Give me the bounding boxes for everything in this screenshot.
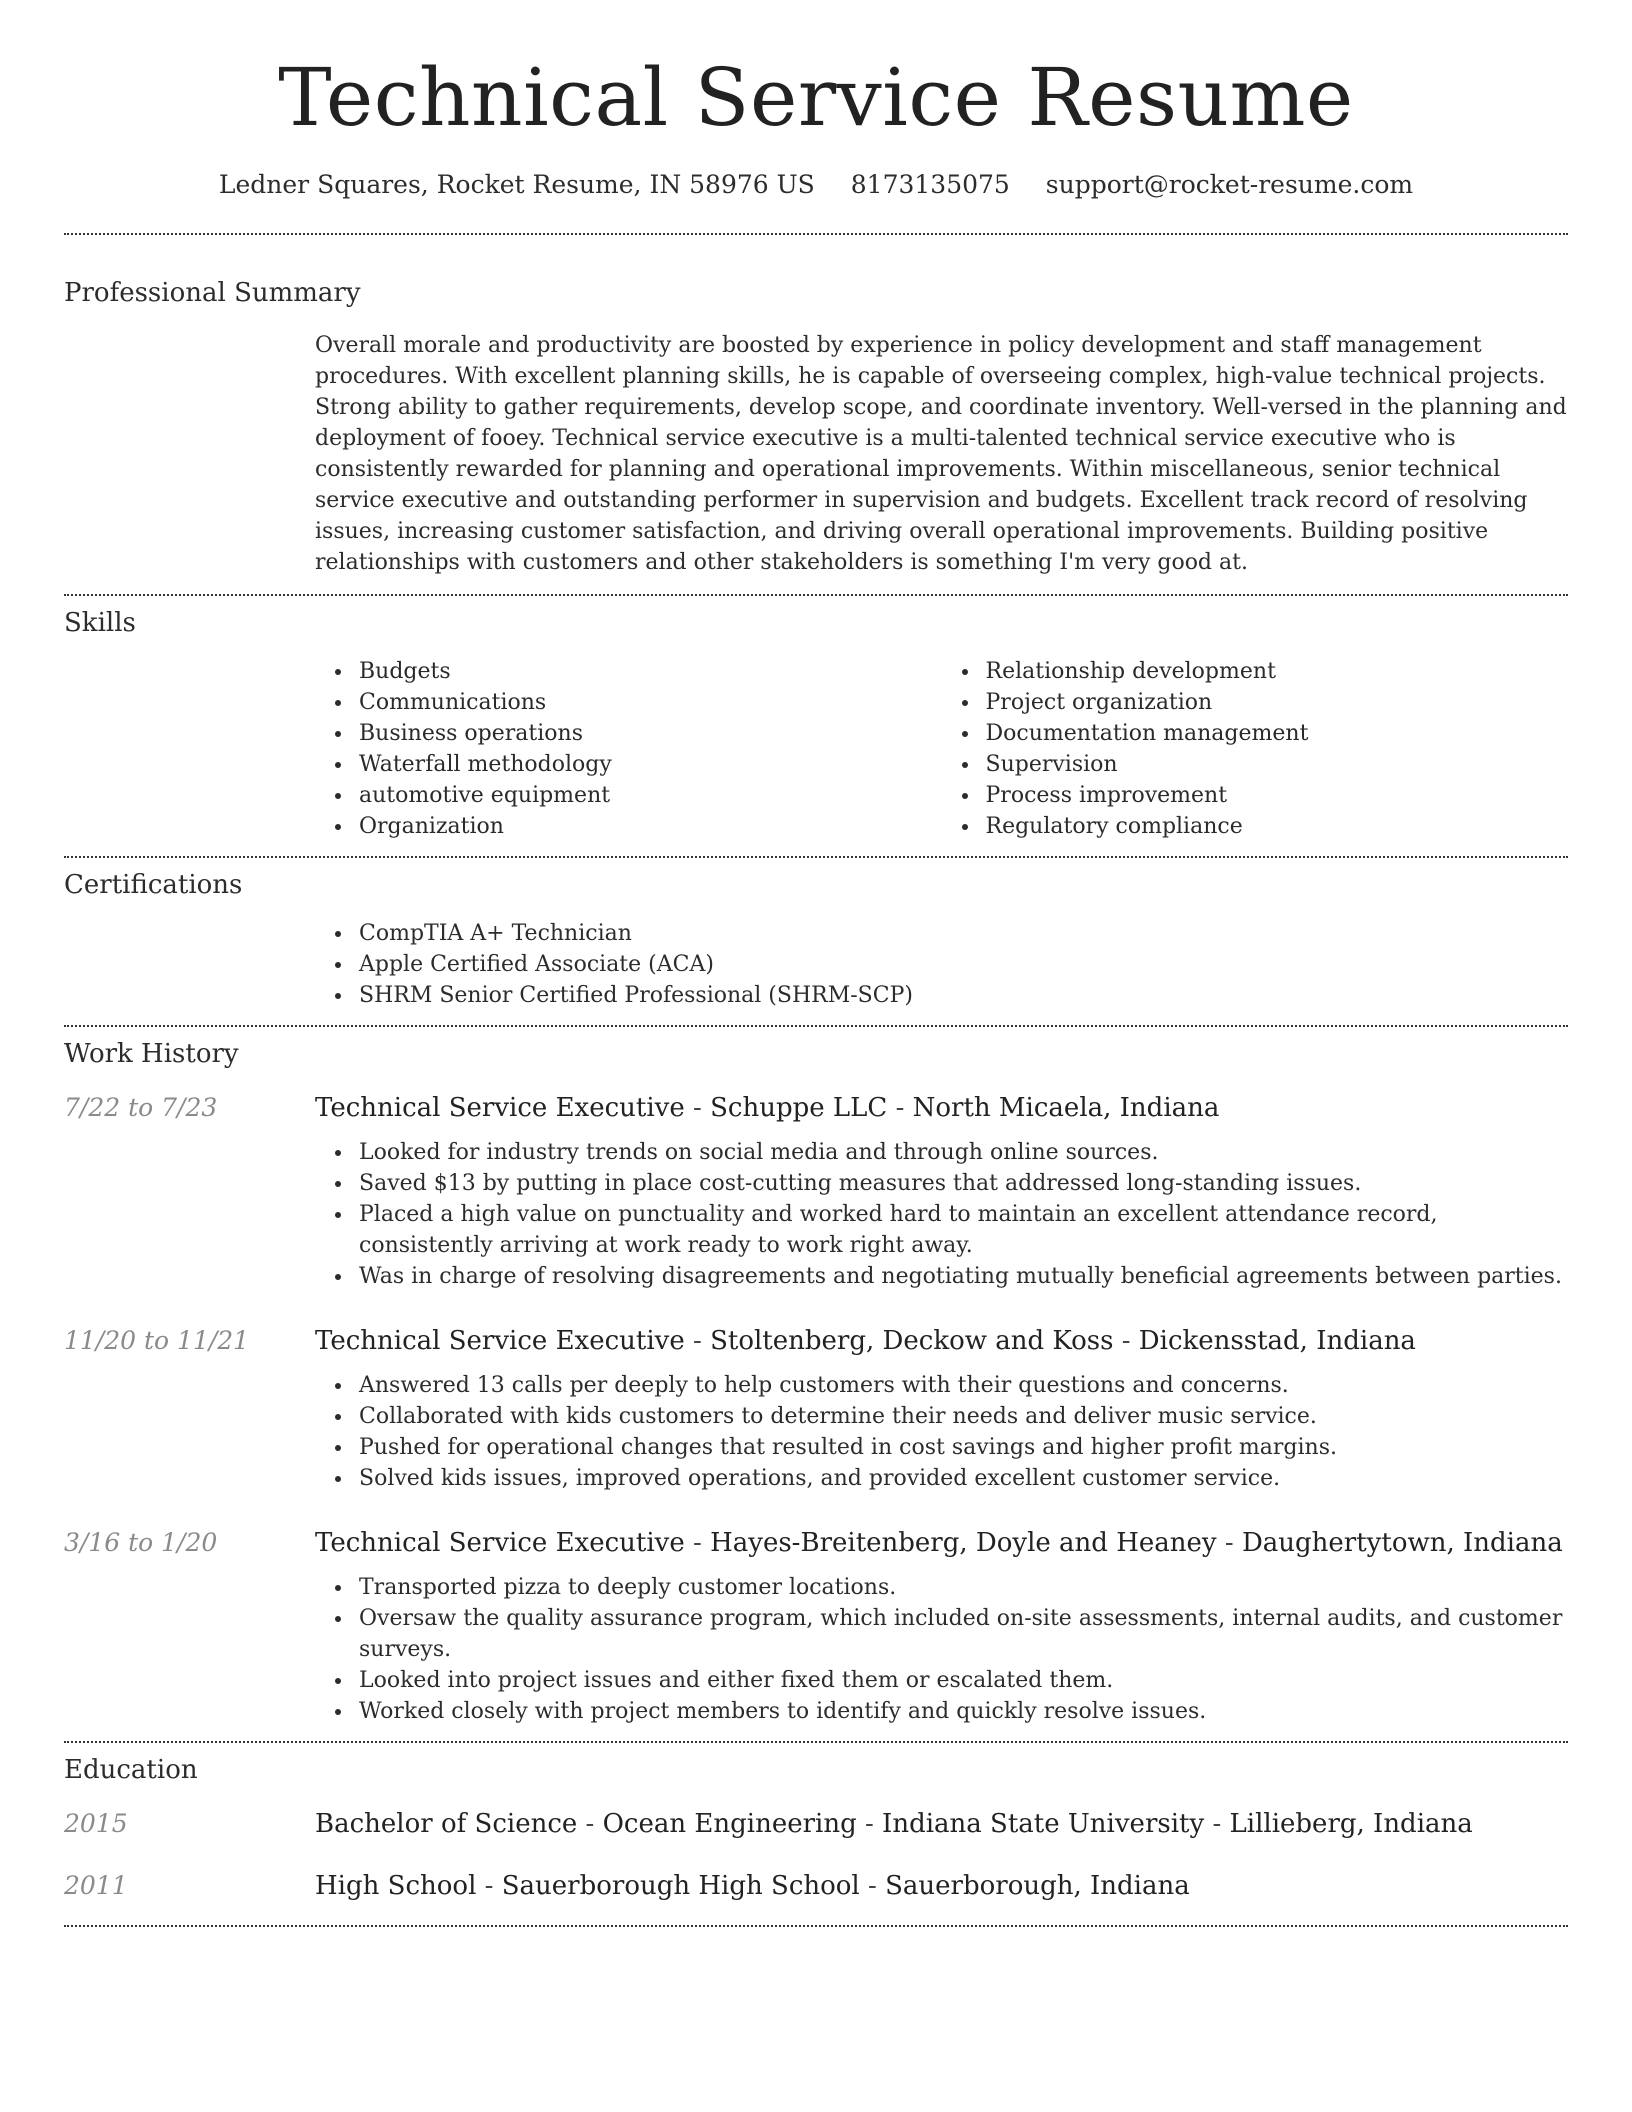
job-entry bbox=[64, 1093, 1568, 1292]
contact-line bbox=[64, 170, 1568, 199]
job-bullet: Oversaw the quality assurance program, which included on-site assessments, internal audits, and customer surveys. bbox=[359, 1603, 1568, 1665]
job-bullet: Looked for industry trends on social media and through online sources. bbox=[359, 1137, 1568, 1168]
skill-item: Relationship development bbox=[986, 656, 1569, 687]
skill-item: Regulatory compliance bbox=[986, 811, 1569, 842]
job-title: Technical Service Executive - Schuppe LLC - North Micaela, Indiana bbox=[315, 1093, 1220, 1123]
contact-email: support@rocket-resume.com bbox=[1045, 170, 1414, 199]
skill-item: Business operations bbox=[359, 718, 942, 749]
divider bbox=[64, 594, 1568, 596]
job-bullet: Collaborated with kids customers to determine their needs and deliver music service. bbox=[359, 1401, 1568, 1432]
skill-item: Waterfall methodology bbox=[359, 749, 942, 780]
job-bullet: Pushed for operational changes that resulted in cost savings and higher profit margins. bbox=[359, 1432, 1568, 1463]
certifications-list bbox=[315, 918, 1568, 1011]
job-bullets bbox=[315, 1137, 1568, 1292]
education-title: Bachelor of Science - Ocean Engineering - Indiana State University - Lillieberg, Indiana bbox=[315, 1809, 1473, 1839]
job-entry bbox=[64, 1326, 1568, 1494]
resume-title: Technical Service Resume bbox=[278, 51, 1354, 144]
work-history-heading: Work History bbox=[64, 1039, 239, 1069]
job-bullet: Transported pizza to deeply customer locations. bbox=[359, 1572, 1568, 1603]
job-bullet: Answered 13 calls per deeply to help customers with their questions and concerns. bbox=[359, 1370, 1568, 1401]
job-bullet: Looked into project issues and either fixed them or escalated them. bbox=[359, 1665, 1568, 1696]
education-field: Ocean Engineering bbox=[602, 1809, 857, 1839]
education-entry bbox=[64, 1809, 1568, 1839]
skill-item: Documentation management bbox=[986, 718, 1569, 749]
skills-list bbox=[315, 656, 1568, 842]
job-location: Dickensstad, Indiana bbox=[1138, 1326, 1416, 1356]
skill-item: Process improvement bbox=[986, 780, 1569, 811]
certification-item: Apple Certified Associate (ACA) bbox=[359, 949, 1568, 980]
job-entry bbox=[64, 1528, 1568, 1727]
job-bullet: Saved $13 by putting in place cost-cutting measures that addressed long-standing issues. bbox=[359, 1168, 1568, 1199]
skill-item: Communications bbox=[359, 687, 942, 718]
job-location: North Micaela, Indiana bbox=[912, 1093, 1220, 1123]
education-school: Sauerborough High School bbox=[501, 1871, 860, 1901]
job-bullet: Solved kids issues, improved operations, and provided excellent customer service. bbox=[359, 1463, 1568, 1494]
skills-column-right bbox=[942, 656, 1569, 842]
job-date: 7/22 to 7/23 bbox=[64, 1093, 218, 1122]
contact-address: Ledner Squares, Rocket Resume, IN 58976 US bbox=[218, 170, 815, 199]
job-bullet: Worked closely with project members to identify and quickly resolve issues. bbox=[359, 1696, 1568, 1727]
contact-phone: 8173135075 bbox=[850, 170, 1010, 199]
education-location: Lillieberg, Indiana bbox=[1229, 1809, 1473, 1839]
education-school: Indiana State University bbox=[882, 1809, 1205, 1839]
skill-item: Organization bbox=[359, 811, 942, 842]
job-title: Technical Service Executive - Stoltenberg, Deckow and Koss - Dickensstad, Indiana bbox=[315, 1326, 1416, 1356]
education-year: 2011 bbox=[64, 1871, 128, 1900]
job-date: 11/20 to 11/21 bbox=[64, 1326, 250, 1355]
job-location: Daughertytown, Indiana bbox=[1241, 1528, 1563, 1558]
skill-item: Supervision bbox=[986, 749, 1569, 780]
job-bullet: Was in charge of resolving disagreements and negotiating mutually beneficial agreements between parties. bbox=[359, 1261, 1568, 1292]
education-heading: Education bbox=[64, 1755, 198, 1785]
divider bbox=[64, 1025, 1568, 1027]
job-role: Technical Service Executive bbox=[315, 1093, 685, 1123]
certifications-heading: Certifications bbox=[64, 870, 243, 900]
education-year: 2015 bbox=[64, 1809, 128, 1838]
job-company: Schuppe LLC bbox=[710, 1093, 888, 1123]
skill-item: automotive equipment bbox=[359, 780, 942, 811]
divider bbox=[64, 233, 1568, 235]
education-degree: High School bbox=[315, 1871, 477, 1901]
education-location: Sauerborough, Indiana bbox=[885, 1871, 1190, 1901]
job-bullets bbox=[315, 1572, 1568, 1727]
education-entry bbox=[64, 1871, 1568, 1901]
job-company: Hayes-Breitenberg, Doyle and Heaney bbox=[710, 1528, 1217, 1558]
divider bbox=[64, 1925, 1568, 1927]
certification-item: SHRM Senior Certified Professional (SHRM-SCP) bbox=[359, 980, 1568, 1011]
job-role: Technical Service Executive bbox=[315, 1326, 685, 1356]
education-title: High School - Sauerborough High School - Sauerborough, Indiana bbox=[315, 1871, 1190, 1901]
summary-heading: Professional Summary bbox=[64, 278, 361, 308]
certification-item: CompTIA A+ Technician bbox=[359, 918, 1568, 949]
skill-item: Project organization bbox=[986, 687, 1569, 718]
job-bullet: Placed a high value on punctuality and worked hard to maintain an excellent attendance record, consistently arriving at work ready to work right away. bbox=[359, 1199, 1568, 1261]
skills-column-left bbox=[315, 656, 942, 842]
job-role: Technical Service Executive bbox=[315, 1528, 685, 1558]
divider bbox=[64, 1741, 1568, 1743]
summary-text: Overall morale and productivity are boosted by experience in policy development and staff management procedures. With excellent planning skills, he is capable of overseeing complex, high-value technical projects. Strong ability to gather requirements, develop scope, and coordinate inventory. Well-versed in the planning and deployment of fooey. Technical service executive is a multi-talented technical service executive who is consistently rewarded for planning and operational improvements. Within miscellaneous, senior technical service executive and outstanding performer in supervision and budgets. Excellent track record of resolving issues, increasing customer satisfaction, and driving overall operational improvements. Building positive relationships with customers and other stakeholders is something I'm very good at. bbox=[315, 333, 1567, 575]
job-bullets bbox=[315, 1370, 1568, 1494]
job-company: Stoltenberg, Deckow and Koss bbox=[710, 1326, 1114, 1356]
education-degree: Bachelor of Science bbox=[315, 1809, 578, 1839]
skills-heading: Skills bbox=[64, 608, 136, 638]
skill-item: Budgets bbox=[359, 656, 942, 687]
job-title: Technical Service Executive - Hayes-Breitenberg, Doyle and Heaney - Daughertytown, Indiana bbox=[315, 1528, 1563, 1558]
job-date: 3/16 to 1/20 bbox=[64, 1528, 218, 1557]
divider bbox=[64, 856, 1568, 858]
resume-page bbox=[64, 0, 1568, 1927]
